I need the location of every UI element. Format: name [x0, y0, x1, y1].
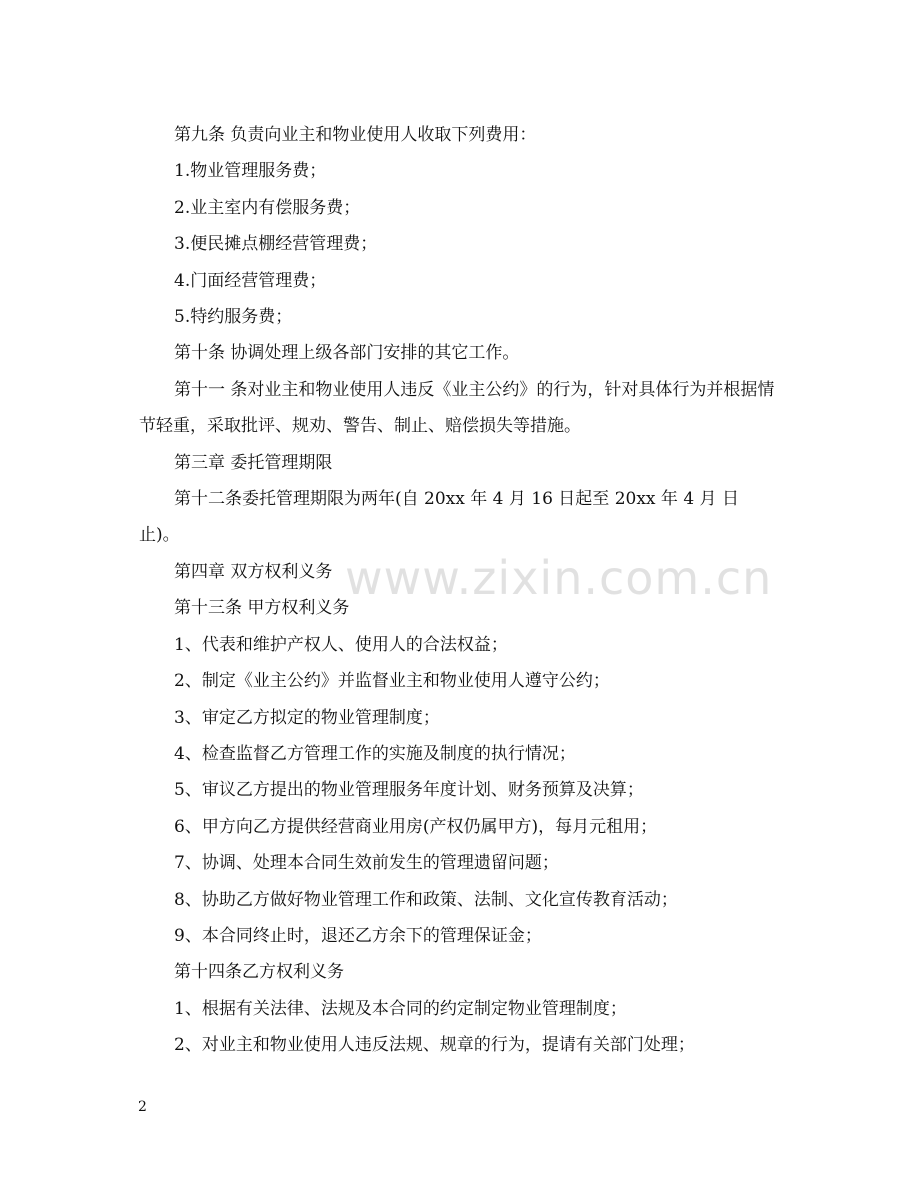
article-13-heading: 第十三条 甲方权利义务: [174, 598, 350, 619]
list-item: 5、审议乙方提出的物业管理服务年度计划、财务预算及决算；: [174, 780, 644, 801]
list-item: 1.物业管理服务费；: [174, 161, 327, 182]
chapter-3-heading: 第三章 委托管理期限: [174, 452, 333, 473]
list-item: 2、制定《业主公约》并监督业主和物业使用人遵守公约；: [174, 671, 610, 692]
article-9-heading: 第九条 负责向业主和物业使用人收取下列费用：: [174, 125, 537, 145]
article-11: 第十一 条对业主和物业使用人违反《业主公约》的行为，针对具体行为并根据情节轻重，采取批评、规劝、警告、制止、赔偿损失等措施。: [139, 379, 775, 437]
list-item: 6、甲方向乙方提供经营商业用房(产权仍属甲方)，每月元租用；: [174, 816, 658, 837]
list-item: 1、根据有关法律、法规及本合同的约定制定物业管理制度；: [174, 998, 627, 1019]
list-item: 3.便民摊点棚经营管理费；: [174, 234, 378, 255]
chapter-4-heading: 第四章 双方权利义务: [174, 561, 333, 582]
list-item: 3、审定乙方拟定的物业管理制度；: [174, 707, 440, 728]
list-item: 4.门面经营管理费；: [174, 270, 327, 291]
list-item: 5.特约服务费；: [174, 307, 293, 328]
list-item: 9、本合同终止时，退还乙方余下的管理保证金；: [174, 925, 542, 946]
article-10: 第十条 协调处理上级各部门安排的其它工作。: [174, 343, 520, 364]
article-14-heading: 第十四条乙方权利义务: [174, 962, 344, 983]
article-12: 第十二条委托管理期限为两年(自 20xx 年 4 月 16 日起至 20xx 年 4 月 日止)。: [139, 489, 739, 546]
watermark: www.zixin.com.cn: [345, 551, 773, 605]
page-number: 2: [138, 1099, 147, 1115]
list-item: 2、对业主和物业使用人违反法规、规章的行为，提请有关部门处理；: [174, 1035, 695, 1056]
list-item: 8、协助乙方做好物业管理工作和政策、法制、文化宣传教育活动；: [174, 889, 678, 910]
list-item: 4、检查监督乙方管理工作的实施及制度的执行情况；: [174, 743, 576, 764]
list-item: 7、协调、处理本合同生效前发生的管理遗留问题；: [174, 853, 559, 874]
list-item: 1、代表和维护产权人、使用人的合法权益；: [174, 634, 508, 655]
list-item: 2.业主室内有偿服务费；: [174, 197, 361, 218]
